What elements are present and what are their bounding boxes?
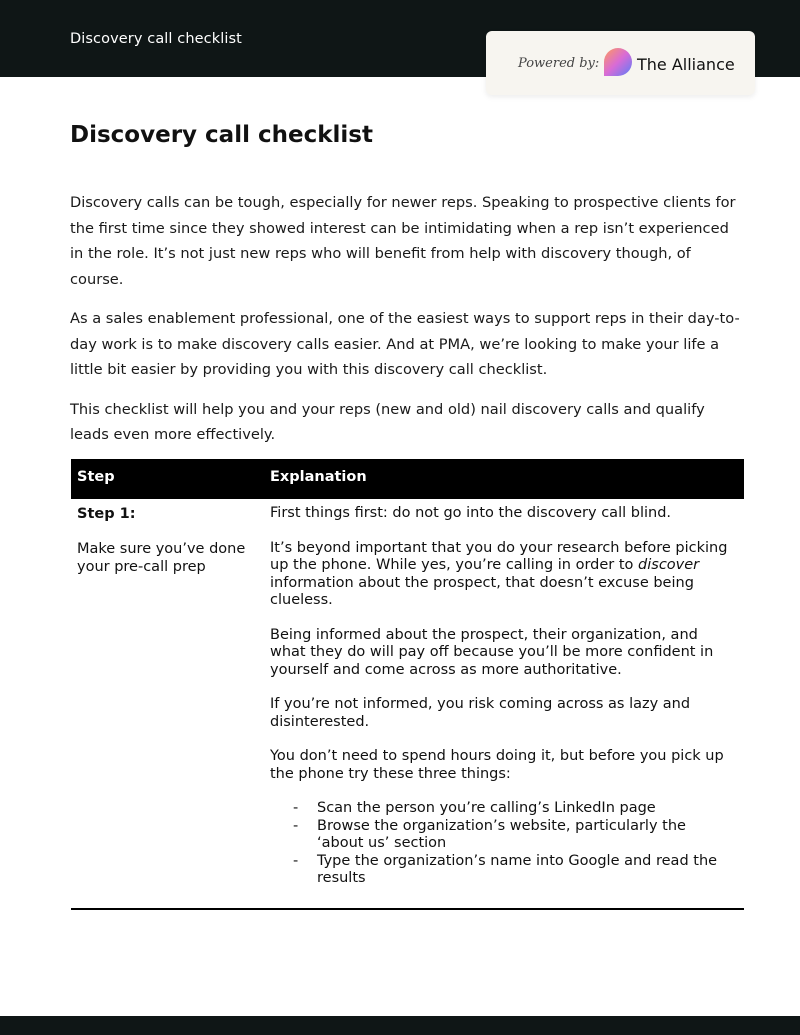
explanation-lead: First things first: do not go into the discovery call blind. [270, 505, 672, 521]
step-title: Step 1: [77, 506, 136, 522]
step-cell [77, 505, 257, 576]
list-item-text: Browse the organization’s website, particularly the ‘about us’ section [317, 817, 686, 851]
list-item [293, 818, 735, 853]
explanation-cell [270, 505, 735, 888]
bullet-marker: - [293, 817, 299, 834]
explanation-text: It’s beyond important that you do your research before picking up the phone. While yes, you’re calling in order to [270, 539, 728, 573]
explanation-paragraph [270, 540, 735, 610]
speech-bubble-gradient-icon [603, 47, 633, 77]
intro-paragraph: As a sales enablement professional, one of the easiest ways to support reps in their day-to-day work is to make discovery calls easier. And at PMA, we’re looking to make your life a little bit easier by providing you with this discovery call checklist. [70, 310, 740, 378]
powered-by-label: Powered by: [518, 56, 600, 71]
column-header-explanation: Explanation [270, 469, 367, 485]
bottom-bar [0, 1016, 800, 1035]
header-title: Discovery call checklist [70, 31, 242, 47]
list-item-text: Scan the person you’re calling’s LinkedIn page [317, 800, 656, 816]
list-item [293, 853, 735, 888]
bullet-marker: - [293, 852, 299, 869]
column-header-step: Step [77, 469, 115, 485]
step-subtitle: Make sure you’ve done your pre-call prep [77, 541, 246, 575]
powered-by-card [486, 31, 755, 95]
explanation-paragraph: You don’t need to spend hours doing it, but before you pick up the phone try these three things: [270, 748, 724, 782]
list-item-text: Type the organization’s name into Google and read the results [317, 852, 718, 886]
checklist-table [71, 459, 744, 910]
table-header [71, 459, 744, 499]
bullet-marker: - [293, 800, 299, 816]
document-title: Discovery call checklist [70, 122, 373, 148]
explanation-text: information about the prospect, that doesn’t excuse being clueless. [270, 574, 694, 608]
explanation-paragraph: Being informed about the prospect, their organization, and what they do will pay off because you’ll be more confident in yourself and come across as more authoritative. [270, 626, 714, 678]
emphasis-text: discover [638, 557, 700, 573]
intro-section [70, 190, 740, 462]
list-item [293, 800, 735, 818]
intro-paragraph: This checklist will help you and your reps (new and old) nail discovery calls and qualify leads even more effectively. [70, 400, 705, 443]
intro-paragraph: Discovery calls can be tough, especially for newer reps. Speaking to prospective clients for the first time since they showed interest can be intimidating when a rep isn’t experienced in the role. It’s not just new reps who will benefit from help with discovery though, of course. [70, 194, 736, 288]
brand-name: The Alliance [637, 55, 735, 74]
table-row [71, 499, 744, 910]
explanation-paragraph: If you’re not informed, you risk coming across as lazy and disinterested. [270, 696, 691, 730]
tips-list [270, 800, 735, 888]
